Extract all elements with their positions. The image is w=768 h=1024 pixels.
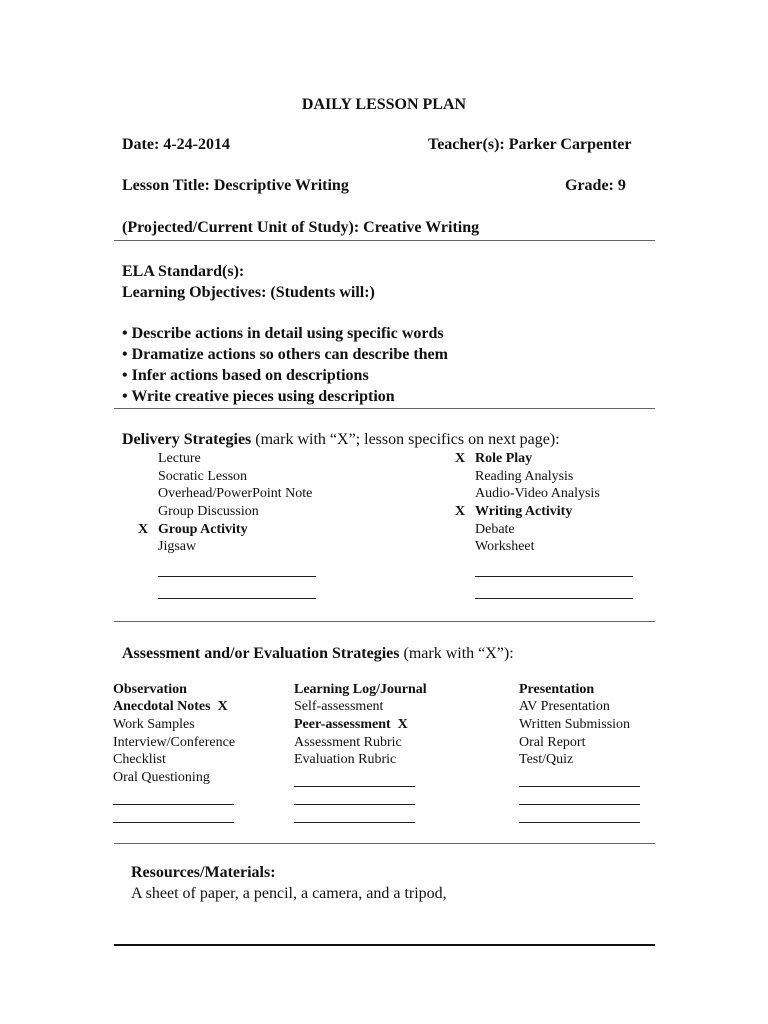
delivery-option-jigsaw: Jigsaw [158, 539, 197, 554]
resources-text: A sheet of paper, a pencil, a camera, and a tripod, [131, 885, 447, 902]
delivery-mark-x: X [138, 522, 149, 537]
ela-standards-label: ELA Standard(s): [122, 263, 245, 280]
assessment-option-checklist: Checklist [113, 752, 166, 767]
page-title: DAILY LESSON PLAN [301, 96, 467, 113]
delivery-option-socratic: Socratic Lesson [158, 469, 248, 484]
delivery-option-role-play: Role Play [475, 451, 533, 466]
delivery-option-group-discussion: Group Discussion [158, 504, 259, 519]
assessment-option-learning-log: Learning Log/Journal [294, 682, 427, 697]
lesson-title-field: Lesson Title: Descriptive Writing [122, 177, 349, 194]
delivery-option-reading-analysis: Reading Analysis [475, 469, 574, 484]
objective-item: • Describe actions in detail using specific words [122, 325, 444, 342]
blank-line [113, 822, 234, 823]
blank-line [294, 822, 415, 823]
divider [114, 843, 655, 844]
learning-objectives-label: Learning Objectives: (Students will:) [122, 284, 375, 301]
assessment-option-work-samples: Work Samples [113, 717, 195, 732]
assessment-option-test-quiz: Test/Quiz [519, 752, 574, 767]
delivery-mark-x: X [455, 504, 466, 519]
blank-line [158, 598, 316, 599]
blank-line [113, 804, 234, 805]
assessment-option-av-presentation: AV Presentation [519, 699, 610, 714]
resources-heading: Resources/Materials: [131, 864, 276, 881]
date-field: Date: 4-24-2014 [122, 136, 230, 153]
assessment-option-evaluation-rubric: Evaluation Rubric [294, 752, 397, 767]
divider [114, 240, 655, 241]
delivery-option-overhead: Overhead/PowerPoint Note [158, 486, 313, 501]
blank-line [475, 576, 633, 577]
delivery-option-lecture: Lecture [158, 451, 201, 466]
blank-line [158, 576, 316, 577]
blank-line [519, 822, 640, 823]
objective-item: • Write creative pieces using description [122, 388, 395, 405]
blank-line [294, 804, 415, 805]
blank-line [519, 804, 640, 805]
assessment-heading-note: (mark with “X”): [399, 645, 514, 662]
objective-item: • Infer actions based on descriptions [122, 367, 369, 384]
divider [114, 621, 655, 622]
assessment-option-self-assessment: Self-assessment [294, 699, 384, 714]
delivery-option-group-activity: Group Activity [158, 522, 248, 537]
objective-item: • Dramatize actions so others can describe them [122, 346, 448, 363]
delivery-heading-note: (mark with “X”; lesson specifics on next page): [251, 431, 560, 448]
delivery-option-audio-video: Audio-Video Analysis [475, 486, 600, 501]
assessment-option-presentation: Presentation [519, 682, 595, 697]
assessment-heading [122, 645, 514, 663]
blank-line [519, 786, 640, 787]
delivery-mark-x: X [455, 451, 466, 466]
assessment-option-anecdotal: Anecdotal Notes X [113, 699, 228, 714]
assessment-heading-label: Assessment and/or Evaluation Strategies [122, 645, 400, 662]
assessment-option-interview: Interview/Conference [113, 735, 236, 750]
resources-underline [114, 944, 655, 946]
grade-field: Grade: 9 [565, 177, 626, 194]
delivery-option-writing-activity: Writing Activity [475, 504, 573, 519]
teacher-field: Teacher(s): Parker Carpenter [428, 136, 632, 153]
assessment-option-oral-report: Oral Report [519, 735, 586, 750]
delivery-strategies-heading [122, 431, 560, 449]
delivery-option-debate: Debate [475, 522, 515, 537]
assessment-option-oral-questioning: Oral Questioning [113, 770, 210, 785]
assessment-option-observation: Observation [113, 682, 187, 697]
assessment-option-written-submission: Written Submission [519, 717, 631, 732]
unit-field: (Projected/Current Unit of Study): Creative Writing [122, 219, 480, 236]
delivery-option-worksheet: Worksheet [475, 539, 535, 554]
assessment-option-peer-assessment: Peer-assessment X [294, 717, 408, 732]
blank-line [294, 786, 415, 787]
blank-line [475, 598, 633, 599]
divider [114, 408, 655, 409]
assessment-option-assessment-rubric: Assessment Rubric [294, 735, 402, 750]
delivery-heading-label: Delivery Strategies [122, 431, 252, 448]
